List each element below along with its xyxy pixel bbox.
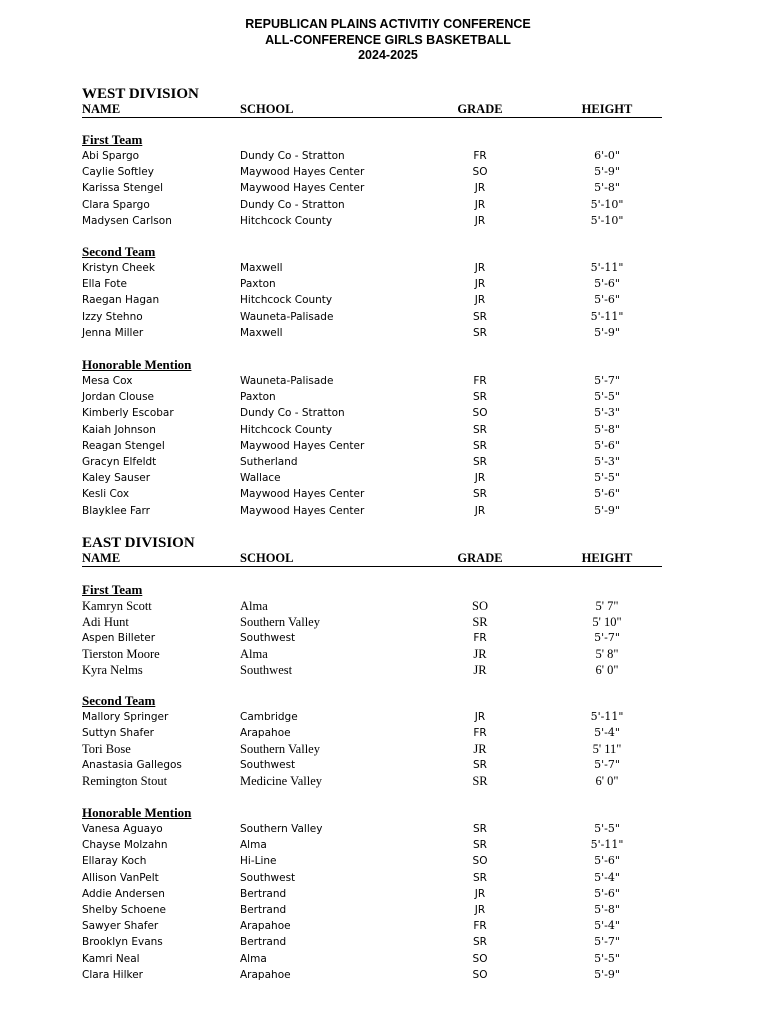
player-height: 5' 11" xyxy=(592,742,622,757)
player-grade: SR xyxy=(473,839,487,852)
player-height: 5'-10" xyxy=(590,213,624,227)
player-school: Southwest xyxy=(240,759,296,772)
table-row xyxy=(82,870,662,886)
player-school: Alma xyxy=(240,952,267,965)
player-name: Reagan Stengel xyxy=(82,439,165,452)
col-name: NAME xyxy=(82,102,121,116)
west-division xyxy=(82,86,662,517)
player-school: Southwest xyxy=(240,631,296,644)
table-row xyxy=(82,503,662,519)
player-school: Maywood Hayes Center xyxy=(240,439,365,452)
table-row xyxy=(82,213,662,229)
player-school: Alma xyxy=(240,646,268,661)
table-row xyxy=(82,148,662,164)
player-name: Madysen Carlson xyxy=(82,214,172,227)
table-row xyxy=(82,902,662,918)
player-height: 5'-9" xyxy=(594,503,620,517)
doc-title-sport: ALL-CONFERENCE GIRLS BASKETBALL xyxy=(265,33,511,47)
player-school: Wauneta-Palisade xyxy=(240,310,334,323)
player-height: 6'-0" xyxy=(594,149,620,162)
player-school: Hitchcock County xyxy=(240,423,333,436)
player-name: Shelby Schoene xyxy=(82,903,167,916)
player-name: Ellaray Koch xyxy=(82,855,147,868)
player-height: 5'-7" xyxy=(594,935,620,949)
player-height: 5'-11" xyxy=(590,838,624,852)
player-school: Alma xyxy=(240,839,267,852)
table-row xyxy=(82,646,662,662)
player-name: Caylie Softley xyxy=(82,166,154,179)
player-height: 5' 10" xyxy=(592,614,622,629)
player-grade: JR xyxy=(474,262,486,274)
west-first-team xyxy=(82,132,662,229)
player-name: Mesa Cox xyxy=(82,375,133,387)
player-height: 5'-6" xyxy=(594,277,620,291)
player-grade: JR xyxy=(473,742,487,757)
player-grade: SO xyxy=(472,407,488,420)
player-grade: SO xyxy=(472,855,488,868)
table-row xyxy=(82,853,662,869)
player-school: Bertrand xyxy=(240,903,287,916)
doc-title-season: 2024-2025 xyxy=(358,48,418,62)
table-row xyxy=(82,630,662,646)
col-school: SCHOOL xyxy=(240,102,294,116)
player-name: Suttyn Shafer xyxy=(82,727,154,740)
player-height: 5'-11" xyxy=(590,261,624,274)
table-row xyxy=(82,373,662,389)
player-grade: SR xyxy=(473,326,487,339)
player-name: Izzy Stehno xyxy=(82,310,143,323)
player-height: 5'-6" xyxy=(594,438,620,452)
player-school: Dundy Co - Stratton xyxy=(240,407,345,420)
table-row xyxy=(82,741,662,757)
player-grade: JR xyxy=(473,662,487,677)
column-header xyxy=(82,102,662,118)
table-row xyxy=(82,821,662,837)
player-grade: SR xyxy=(473,423,487,436)
division-title: WEST DIVISION xyxy=(82,86,199,102)
player-grade: SR xyxy=(473,823,487,835)
player-school: Southern Valley xyxy=(240,742,320,757)
player-name: Kyra Nelms xyxy=(82,662,143,677)
player-height: 5'-8" xyxy=(594,422,620,436)
player-grade: JR xyxy=(474,182,486,195)
player-height: 5' 7" xyxy=(595,599,619,613)
table-row xyxy=(82,934,662,950)
player-name: Kaley Sauser xyxy=(82,472,151,485)
player-school: Arapahoe xyxy=(240,968,291,981)
player-school: Hi-Line xyxy=(240,855,277,868)
player-height: 5'-11" xyxy=(590,710,624,723)
player-name: Gracyn Elfeldt xyxy=(82,455,157,468)
player-school: Southern Valley xyxy=(240,823,323,835)
player-grade: SR xyxy=(473,455,487,468)
table-row xyxy=(82,757,662,773)
player-grade: SR xyxy=(472,614,488,629)
player-school: Sutherland xyxy=(240,455,298,468)
table-row xyxy=(82,662,662,678)
player-name: Tierston Moore xyxy=(82,646,160,661)
east-second-team xyxy=(82,693,662,789)
player-name: Clara Spargo xyxy=(82,198,150,211)
section-title: First Team xyxy=(82,132,143,147)
table-row xyxy=(82,470,662,486)
player-school: Arapahoe xyxy=(240,727,291,740)
player-name: Aspen Billeter xyxy=(82,631,156,644)
table-row xyxy=(82,773,662,789)
player-school: Maxwell xyxy=(240,326,283,339)
player-name: Brooklyn Evans xyxy=(82,936,163,949)
player-grade: SO xyxy=(472,599,488,613)
section-title: Second Team xyxy=(82,244,156,259)
player-name: Remington Stout xyxy=(82,774,168,789)
player-school: Southwest xyxy=(240,662,293,677)
player-grade: JR xyxy=(474,472,486,485)
player-school: Dundy Co - Stratton xyxy=(240,198,345,211)
player-name: Allison VanPelt xyxy=(82,871,159,884)
player-height: 6' 0" xyxy=(595,774,619,789)
player-name: Vanesa Aguayo xyxy=(82,823,163,835)
col-height: HEIGHT xyxy=(581,551,633,565)
player-height: 5'-5" xyxy=(594,471,620,485)
table-row xyxy=(82,709,662,725)
player-grade: SR xyxy=(473,871,487,884)
player-name: Addie Andersen xyxy=(82,887,165,900)
col-name: NAME xyxy=(82,551,121,565)
player-height: 5'-6" xyxy=(594,487,620,501)
player-height: 5'-7" xyxy=(594,758,620,772)
player-name: Blayklee Farr xyxy=(82,504,150,517)
player-grade: SR xyxy=(473,488,487,501)
player-name: Tori Bose xyxy=(82,742,131,757)
table-row xyxy=(82,967,662,983)
player-grade: JR xyxy=(474,214,486,227)
col-school: SCHOOL xyxy=(240,551,294,565)
division-title: EAST DIVISION xyxy=(82,535,195,551)
player-grade: FR xyxy=(473,150,487,162)
player-school: Hitchcock County xyxy=(240,214,333,227)
player-school: Southwest xyxy=(240,871,296,884)
player-grade: JR xyxy=(474,504,486,517)
player-height: 5' 8" xyxy=(595,646,619,661)
west-second-team xyxy=(82,244,662,341)
player-name: Kaiah Johnson xyxy=(82,423,156,436)
player-name: Chayse Molzahn xyxy=(82,839,168,852)
section-title: Honorable Mention xyxy=(82,357,192,372)
player-name: Anastasia Gallegos xyxy=(82,759,182,772)
player-grade: JR xyxy=(474,887,486,900)
table-row xyxy=(82,614,662,630)
player-grade: JR xyxy=(474,711,486,723)
player-name: Kristyn Cheek xyxy=(82,262,155,274)
player-grade: FR xyxy=(473,631,487,644)
player-height: 5'-9" xyxy=(594,165,620,179)
player-height: 5'-8" xyxy=(594,181,620,195)
player-height: 5'-6" xyxy=(594,886,620,900)
player-school: Arapahoe xyxy=(240,920,291,933)
player-school: Maywood Hayes Center xyxy=(240,166,365,179)
player-height: 5'-9" xyxy=(594,325,620,339)
player-name: Karissa Stengel xyxy=(82,182,164,195)
player-school: Maywood Hayes Center xyxy=(240,488,365,501)
player-height: 5'-6" xyxy=(594,293,620,307)
table-row xyxy=(82,598,662,614)
player-school: Alma xyxy=(240,599,268,613)
player-name: Kamri Neal xyxy=(82,952,140,965)
table-row xyxy=(82,276,662,292)
player-name: Ella Fote xyxy=(82,278,127,291)
table-row xyxy=(82,389,662,405)
player-name: Kamryn Scott xyxy=(82,599,152,613)
player-height: 5'-8" xyxy=(594,902,620,916)
player-name: Raegan Hagan xyxy=(82,294,160,307)
player-name: Abi Spargo xyxy=(82,150,140,162)
col-grade: GRADE xyxy=(457,551,503,565)
east-division xyxy=(82,535,662,981)
player-school: Bertrand xyxy=(240,887,287,900)
table-row xyxy=(82,180,662,196)
table-row xyxy=(82,292,662,308)
player-school: Maxwell xyxy=(240,262,283,274)
column-header xyxy=(82,551,662,567)
player-height: 5'-4" xyxy=(594,870,620,884)
player-height: 5'-4" xyxy=(594,726,620,740)
player-school: Southern Valley xyxy=(240,614,320,629)
table-row xyxy=(82,260,662,276)
player-school: Bertrand xyxy=(240,936,287,949)
table-row xyxy=(82,164,662,180)
player-height: 5'-5" xyxy=(594,390,620,404)
player-school: Paxton xyxy=(240,278,276,291)
player-height: 5'-10" xyxy=(590,197,624,211)
doc-title-conference: REPUBLICAN PLAINS ACTIVITIY CONFERENCE xyxy=(245,17,531,31)
player-grade: SO xyxy=(472,968,488,981)
player-height: 5'-11" xyxy=(590,309,624,323)
player-grade: SR xyxy=(473,391,487,404)
player-school: Hitchcock County xyxy=(240,294,333,307)
player-height: 5'-5" xyxy=(594,822,620,835)
player-height: 5'-3" xyxy=(594,406,620,420)
player-height: 5'-4" xyxy=(594,919,620,933)
table-row xyxy=(82,725,662,741)
table-row xyxy=(82,309,662,325)
player-grade: SO xyxy=(472,166,488,179)
player-grade: JR xyxy=(474,198,486,211)
table-row xyxy=(82,951,662,967)
player-height: 5'-7" xyxy=(594,630,620,644)
player-grade: FR xyxy=(473,727,487,740)
table-row xyxy=(82,197,662,213)
player-school: Maywood Hayes Center xyxy=(240,182,365,195)
player-name: Kimberly Escobar xyxy=(82,407,174,420)
player-name: Kesli Cox xyxy=(82,488,130,501)
east-honorable-mention xyxy=(82,805,662,983)
player-name: Mallory Springer xyxy=(82,711,169,723)
player-grade: SR xyxy=(473,936,487,949)
player-name: Sawyer Shafer xyxy=(82,920,159,933)
player-school: Wallace xyxy=(240,472,281,485)
player-height: 5'-3" xyxy=(594,454,620,468)
player-school: Dundy Co - Stratton xyxy=(240,150,345,162)
table-row xyxy=(82,325,662,341)
table-row xyxy=(82,918,662,934)
player-grade: FR xyxy=(473,920,487,933)
table-row xyxy=(82,438,662,454)
table-row xyxy=(82,422,662,438)
player-name: Jenna Miller xyxy=(82,326,144,339)
player-grade: JR xyxy=(473,646,487,661)
player-name: Jordan Clouse xyxy=(82,391,155,404)
col-grade: GRADE xyxy=(457,102,503,116)
player-grade: JR xyxy=(474,903,486,916)
player-school: Medicine Valley xyxy=(240,774,323,789)
table-row xyxy=(82,886,662,902)
player-name: Adi Hunt xyxy=(82,614,129,629)
player-grade: FR xyxy=(473,375,487,387)
player-height: 5'-9" xyxy=(594,967,620,981)
section-title: Honorable Mention xyxy=(82,805,192,820)
west-honorable-mention xyxy=(82,357,662,519)
player-school: Paxton xyxy=(240,391,276,404)
player-height: 6' 0" xyxy=(595,662,619,677)
section-title: First Team xyxy=(82,582,143,597)
table-row xyxy=(82,486,662,502)
table-row xyxy=(82,405,662,421)
table-row xyxy=(82,454,662,470)
player-grade: JR xyxy=(474,294,486,307)
table-row xyxy=(82,837,662,853)
col-height: HEIGHT xyxy=(581,102,633,116)
player-height: 5'-6" xyxy=(594,854,620,868)
player-school: Cambridge xyxy=(240,711,298,723)
player-school: Wauneta-Palisade xyxy=(240,375,334,387)
player-grade: SR xyxy=(472,774,488,789)
section-title: Second Team xyxy=(82,693,156,708)
player-school: Maywood Hayes Center xyxy=(240,504,365,517)
player-height: 5'-7" xyxy=(594,374,620,387)
player-grade: SO xyxy=(472,952,488,965)
east-first-team xyxy=(82,582,662,677)
player-grade: JR xyxy=(474,278,486,291)
player-grade: SR xyxy=(473,310,487,323)
player-grade: SR xyxy=(473,439,487,452)
player-grade: SR xyxy=(473,759,487,772)
player-height: 5'-5" xyxy=(594,951,620,965)
player-name: Clara Hilker xyxy=(82,968,143,981)
